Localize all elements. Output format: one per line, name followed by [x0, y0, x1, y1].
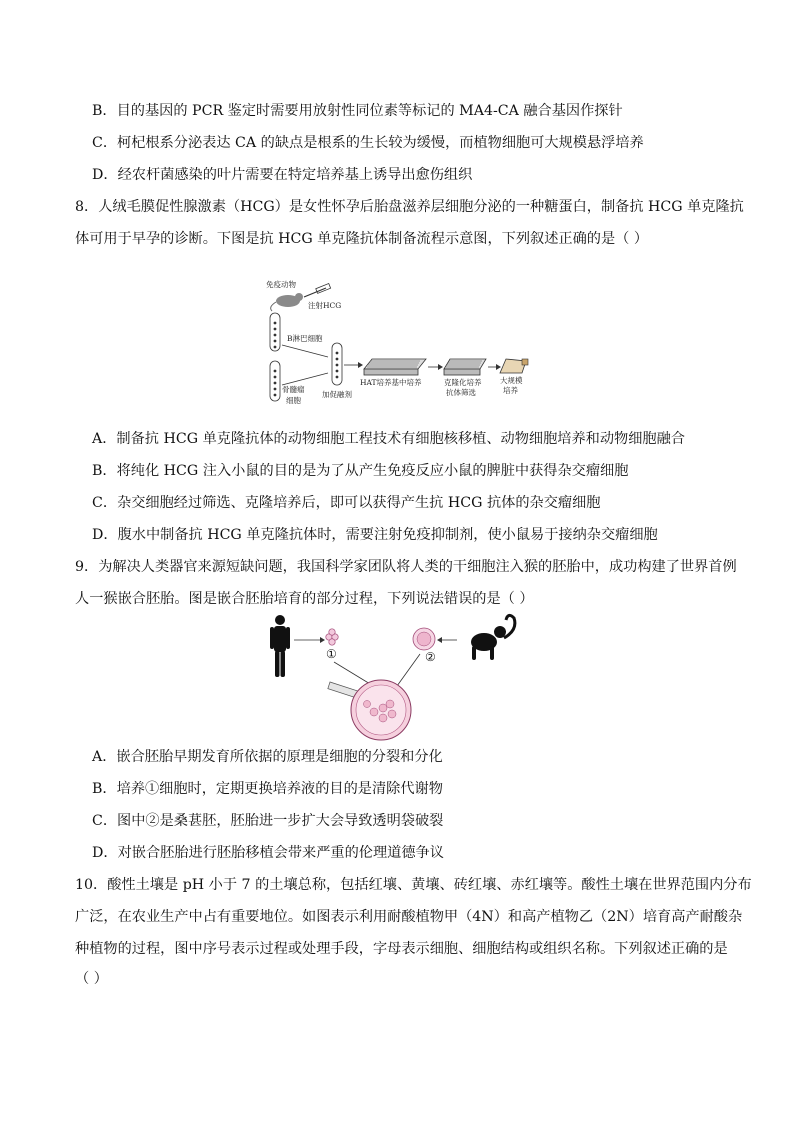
- q8-option-c: C．杂交细胞经过筛选、克隆培养后，即可以获得产生抗 HCG 抗体的杂交瘤细胞: [92, 495, 601, 511]
- q10-stem-line2: 广泛，在农业生产中占有重要地位。如图表示利用耐酸植物甲（4N）和高产植物乙（2N）培育高产耐酸杂: [75, 909, 743, 925]
- myeloma-label-2: 细胞: [286, 396, 301, 405]
- hat-plate: [364, 359, 426, 375]
- label-1: ①: [326, 647, 337, 661]
- q9-option-c: C．图中②是桑葚胚，胚胎进一步扩大会导致透明袋破裂: [92, 813, 444, 829]
- immune-animal-label: 免疫动物: [266, 280, 296, 289]
- clone-label-1: 克隆化培养: [444, 378, 482, 387]
- q7-option-b: B．目的基因的 PCR 鉴定时需要用放射性同位素等标记的 MA4-CA 融合基因作探针: [92, 103, 623, 119]
- stem-cells: [326, 629, 338, 645]
- human-icon: [270, 615, 290, 677]
- q8-stem-line1: 8．人绒毛膜促性腺激素（HCG）是女性怀孕后胎盘滋养层细胞分泌的一种糖蛋白，制备抗 HCG 单克隆抗: [75, 199, 744, 215]
- tube-b-cells: [270, 313, 280, 351]
- q10-stem-line4: （ ）: [75, 971, 108, 987]
- label-2: ②: [425, 650, 436, 664]
- hat-label: HAT培养基中培养: [360, 378, 422, 387]
- q8-option-d: D．腹水中制备抗 HCG 单克隆抗体时，需要注射免疫抑制剂，使小鼠易于接纳杂交瘤细胞: [92, 527, 658, 543]
- q10-stem-line1: 10．酸性土壤是 pH 小于 7 的土壤总称，包括红壤、黄壤、砖红壤、赤红壤等。酸性土壤在世界范围内分布: [75, 877, 752, 893]
- large-culture-label-2: 培养: [503, 386, 518, 395]
- q9-option-d: D．对嵌合胚胎进行胚胎移植会带来严重的伦理道德争议: [92, 845, 444, 861]
- q7-option-d: D．经农杆菌感染的叶片需要在特定培养基上诱导出愈伤组织: [92, 167, 473, 183]
- culture-flask: [500, 359, 528, 373]
- q9-figure-chimera: [262, 612, 532, 744]
- q10-stem-line3: 种植物的过程，图中序号表示过程或处理手段，字母表示细胞、细胞结构或组织名称。下列叙述正确的是: [75, 941, 728, 957]
- q7-option-c: C．柯杞根系分泌表达 CA 的缺点是根系的生长较为缓慢，而植物细胞可大规模悬浮培养: [92, 135, 644, 151]
- monkey-icon: [471, 615, 515, 660]
- q8-option-b: B．将纯化 HCG 注入小鼠的目的是为了从产生免疫反应小鼠的脾脏中获得杂交瘤细胞: [92, 463, 629, 479]
- q8-option-a: A．制备抗 HCG 单克隆抗体的动物细胞工程技术有细胞核移植、动物细胞培养和动物细胞融合: [92, 431, 685, 447]
- clone-plate: [444, 359, 486, 375]
- q8-figure-monoclonal-flow: [260, 275, 530, 410]
- fusion-agent-label: 加促融剂: [322, 390, 352, 399]
- q8-stem-line2: 体可用于早孕的诊断。下图是抗 HCG 单克隆抗体制备流程示意图，下列叙述正确的是（ ）: [75, 231, 649, 247]
- inject-label: 注射HCG: [308, 301, 342, 310]
- syringe-icon: [304, 284, 331, 297]
- b-cell-label: B淋巴细胞: [287, 334, 323, 343]
- tube-myeloma: [270, 361, 280, 401]
- clone-label-2: 抗体筛选: [446, 388, 476, 397]
- q9-option-a: A．嵌合胚胎早期发育所依据的原理是细胞的分裂和分化: [92, 749, 443, 765]
- q9-stem-line2: 人一猴嵌合胚胎。图是嵌合胚胎培育的部分过程，下列说法错误的是（ ）: [75, 591, 534, 607]
- tube-fusion: [332, 343, 342, 385]
- chimeric-embryo: [351, 680, 411, 740]
- q9-option-b: B．培养①细胞时，定期更换培养液的目的是清除代谢物: [92, 781, 443, 797]
- mouse-icon: [271, 293, 303, 311]
- q9-stem-line1: 9．为解决人类器官来源短缺问题，我国科学家团队将人类的干细胞注入猴的胚胎中，成功构建了世界首例: [75, 559, 737, 575]
- myeloma-label-1: 骨髓瘤: [282, 385, 305, 394]
- morula: [413, 628, 435, 650]
- large-culture-label-1: 大规模: [500, 376, 523, 385]
